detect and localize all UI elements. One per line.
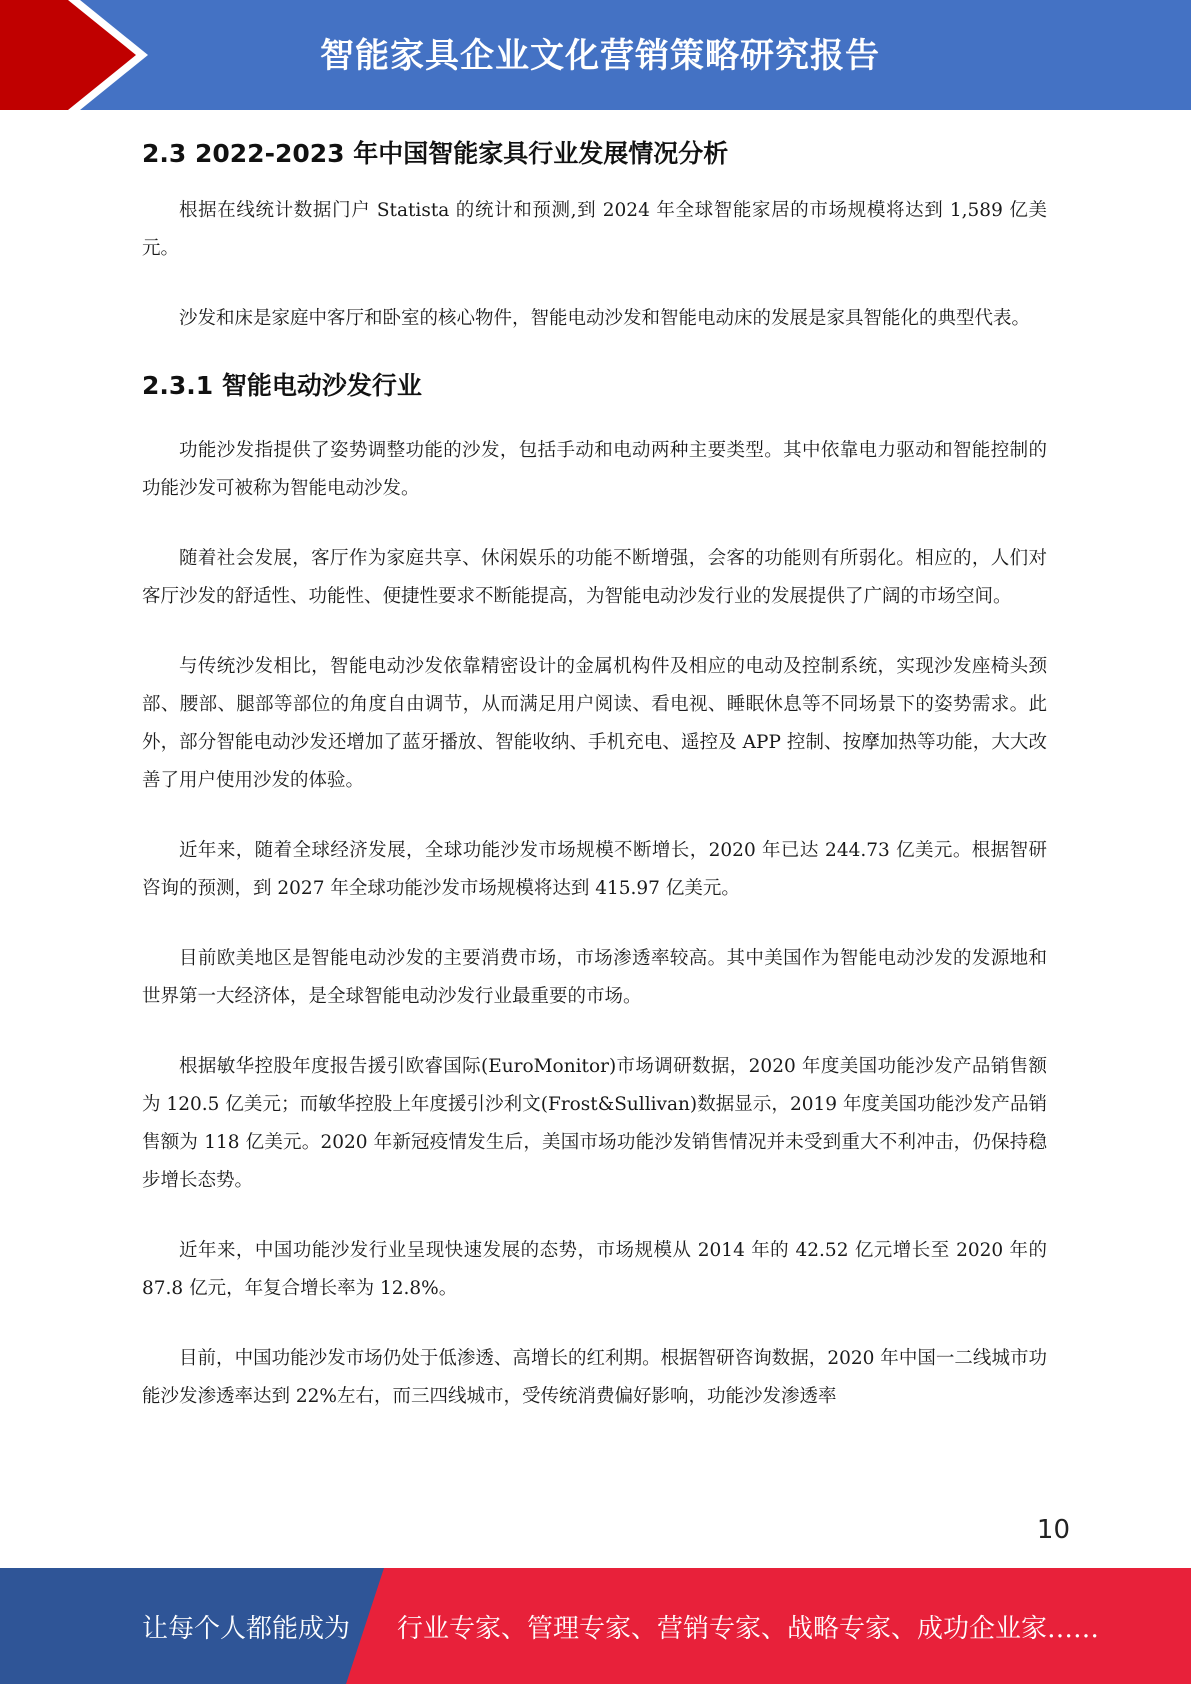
page-header	[0, 0, 1191, 110]
paragraph: 随着社会发展，客厅作为家庭共享、休闲娱乐的功能不断增强，会客的功能则有所弱化。相应的，人们对客厅沙发的舒适性、功能性、便捷性要求不断能提高，为智能电动沙发行业的发展提供了广阔的市场空间。	[142, 548, 1047, 607]
page-footer	[0, 1568, 1191, 1684]
report-body	[142, 130, 1047, 1416]
header-title: 智能家具企业文化营销策略研究报告	[320, 36, 880, 76]
paragraph: 与传统沙发相比，智能电动沙发依靠精密设计的金属机构件及相应的电动及控制系统，实现沙发座椅头颈部、腰部、腿部等部位的角度自由调节，从而满足用户阅读、看电视、睡眠休息等不同场景下的姿势需求。此外，部分智能电动沙发还增加了蓝牙播放、智能收纳、手机充电、遥控及 APP 控制、按摩加热等功能，大大改善了用户使用沙发的体验。	[142, 656, 1047, 791]
paragraph: 近年来，随着全球经济发展，全球功能沙发市场规模不断增长，2020 年已达 244.73 亿美元。根据智研咨询的预测，到 2027 年全球功能沙发市场规模将达到 415.97 亿美元。	[142, 840, 1047, 899]
paragraph: 根据敏华控股年度报告援引欧睿国际(EuroMonitor)市场调研数据，2020 年度美国功能沙发产品销售额为 120.5 亿美元；而敏华控股上年度援引沙利文(Frost&Sullivan)数据显示，2019 年度美国功能沙发产品销售额为 118 亿美元。2020 年新冠疫情发生后，美国市场功能沙发销售情况并未受到重大不利冲击，仍保持稳步增长态势。	[142, 1056, 1047, 1191]
page-number: 10	[1036, 1515, 1070, 1545]
footer-slogan-left: 让每个人都能成为	[142, 1614, 351, 1644]
footer-slogan-right: 行业专家、管理专家、营销专家、战略专家、成功企业家……	[397, 1614, 1100, 1644]
paragraph: 目前，中国功能沙发市场仍处于低渗透、高增长的红利期。根据智研咨询数据，2020 年中国一二线城市功能沙发渗透率达到 22%左右，而三四线城市，受传统消费偏好影响，功能沙发渗透率	[142, 1348, 1047, 1407]
paragraph: 目前欧美地区是智能电动沙发的主要消费市场，市场渗透率较高。其中美国作为智能电动沙发的发源地和世界第一大经济体，是全球智能电动沙发行业最重要的市场。	[142, 948, 1047, 1007]
section-heading: 2.3 2022-2023 年中国智能家具行业发展情况分析	[142, 139, 729, 168]
paragraph: 功能沙发指提供了姿势调整功能的沙发，包括手动和电动两种主要类型。其中依靠电力驱动和智能控制的功能沙发可被称为智能电动沙发。	[142, 440, 1047, 499]
paragraph: 根据在线统计数据门户 Statista 的统计和预测,到 2024 年全球智能家居的市场规模将达到 1,589 亿美元。	[142, 200, 1047, 259]
paragraph: 沙发和床是家庭中客厅和卧室的核心物件，智能电动沙发和智能电动床的发展是家具智能化的典型代表。	[179, 308, 1031, 329]
paragraph: 近年来，中国功能沙发行业呈现快速发展的态势，市场规模从 2014 年的 42.52 亿元增长至 2020 年的 87.8 亿元，年复合增长率为 12.8%。	[142, 1240, 1047, 1299]
subsection-heading: 2.3.1 智能电动沙发行业	[142, 371, 422, 400]
